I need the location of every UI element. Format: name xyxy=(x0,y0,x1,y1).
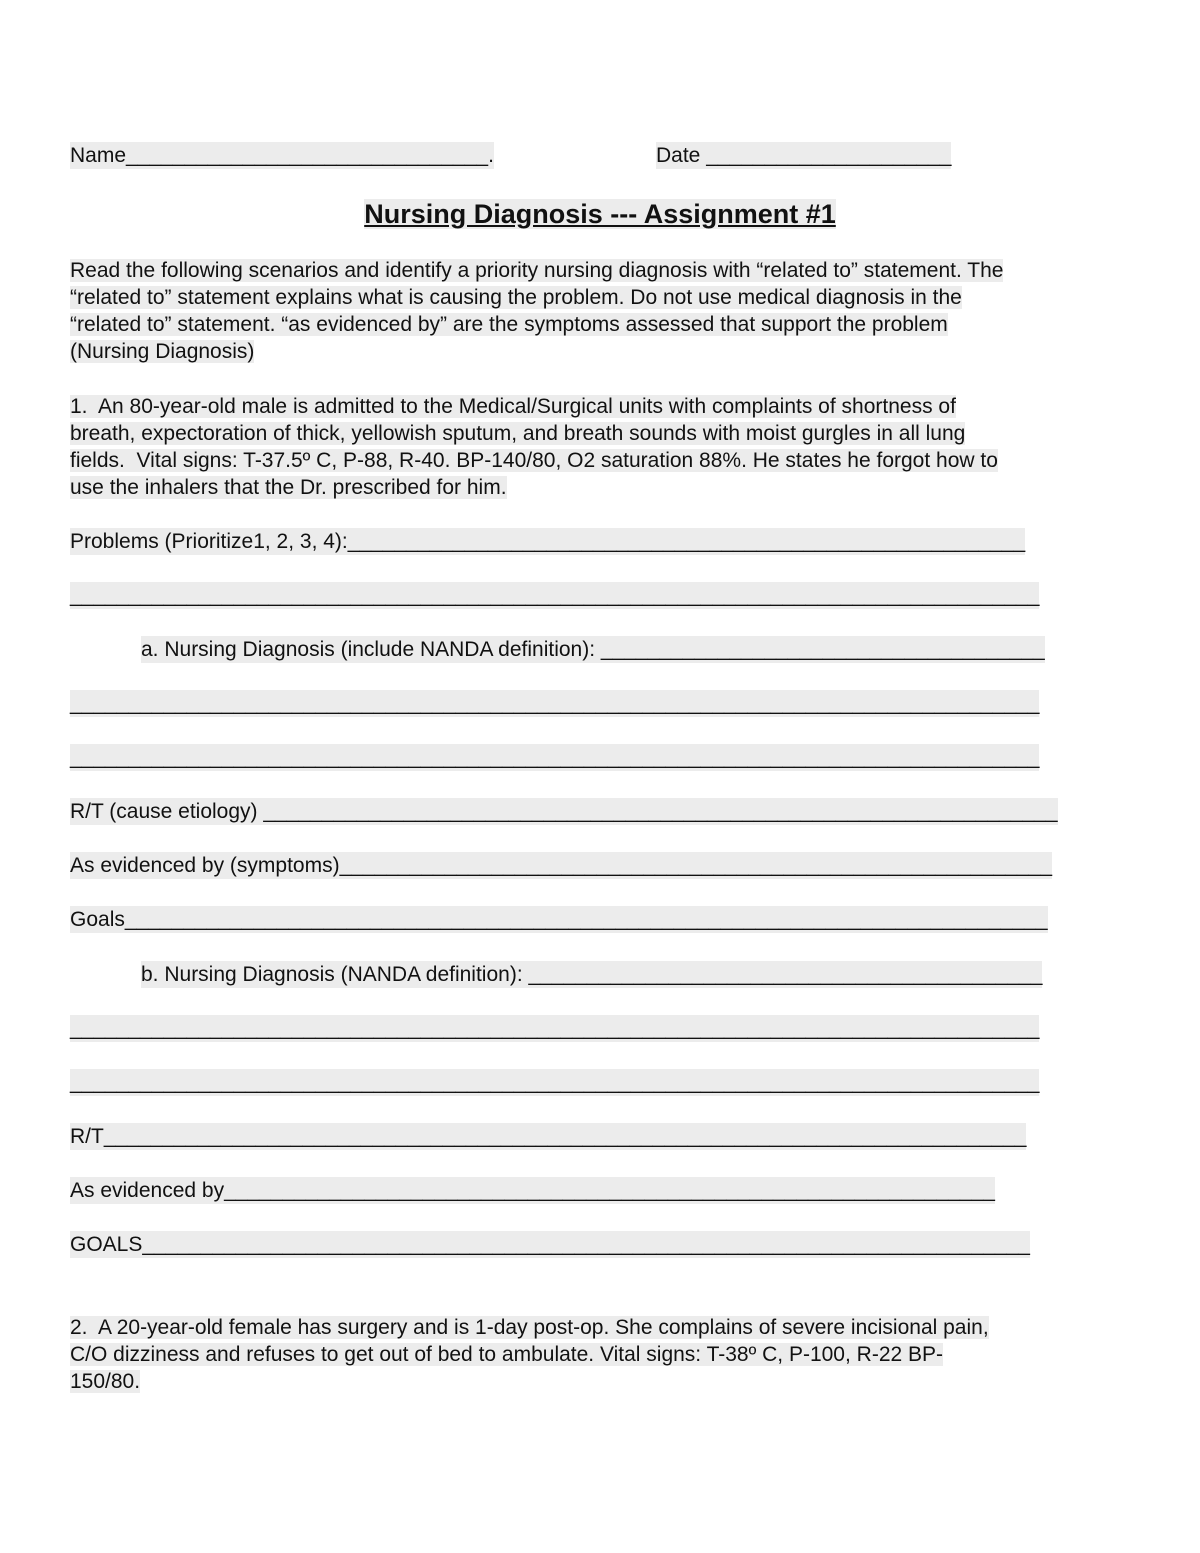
rt-cause-field[interactable]: R/T (cause etiology) ____________________________________________________________________ xyxy=(70,800,1058,823)
evidenced-by-field[interactable]: As evidenced by__________________________________________________________________ xyxy=(70,1179,995,1202)
date-field[interactable] xyxy=(656,142,951,169)
blank-line[interactable]: ___________________________________________________________________________________ xyxy=(70,1071,1040,1094)
blank-line[interactable]: ___________________________________________________________________________________ xyxy=(70,1017,1040,1040)
scenario-line: breath, expectoration of thick, yellowish sputum, and breath sounds with moist gurgles in all lung xyxy=(70,422,966,445)
blank-line[interactable]: ___________________________________________________________________________________ xyxy=(70,584,1040,607)
name-field[interactable] xyxy=(70,142,494,169)
evidenced-by-symptoms-field[interactable]: As evidenced by (symptoms)_____________________________________________________________ xyxy=(70,854,1053,877)
scenario-line: 150/80. xyxy=(70,1370,141,1393)
nursing-diagnosis-b-field[interactable]: b. Nursing Diagnosis (NANDA definition): ____________________________________________ xyxy=(141,963,1043,986)
date-label: Date _____________________ xyxy=(656,144,952,167)
name-label: Name_______________________________. xyxy=(70,144,494,167)
instruction-line: Read the following scenarios and identify a priority nursing diagnosis with “related to” statement. The xyxy=(70,259,1004,282)
instruction-line: “related to” statement. “as evidenced by” are the symptoms assessed that support the problem xyxy=(70,313,948,336)
scenario-2 xyxy=(70,1314,1130,1395)
blank-line[interactable]: ___________________________________________________________________________________ xyxy=(70,746,1040,769)
scenario-1 xyxy=(70,393,1130,501)
goals-field[interactable]: Goals_______________________________________________________________________________ xyxy=(70,908,1048,931)
goals-upper-field[interactable]: GOALS____________________________________________________________________________ xyxy=(70,1233,1030,1256)
instruction-line: “related to” statement explains what is causing the problem. Do not use medical diagnosis in the xyxy=(70,286,962,309)
scenario-line: C/O dizziness and refuses to get out of bed to ambulate. Vital signs: T-38º C, P-100, R-22 BP- xyxy=(70,1343,944,1366)
page-title: Nursing Diagnosis --- Assignment #1 xyxy=(364,199,836,229)
blank-line[interactable]: ___________________________________________________________________________________ xyxy=(70,692,1040,715)
instructions-paragraph xyxy=(70,257,1130,365)
nursing-diagnosis-a-field[interactable]: a. Nursing Diagnosis (include NANDA definition): ______________________________________ xyxy=(141,638,1045,661)
instruction-line: (Nursing Diagnosis) xyxy=(70,340,255,363)
problems-field[interactable]: Problems (Prioritize1, 2, 3, 4):__________________________________________________________ xyxy=(70,530,1026,553)
scenario-line: fields. Vital signs: T-37.5º C, P-88, R-40. BP-140/80, O2 saturation 88%. He states he forgot how to xyxy=(70,449,998,472)
rt-field[interactable]: R/T_______________________________________________________________________________ xyxy=(70,1125,1027,1148)
scenario-line: 1. An 80-year-old male is admitted to the Medical/Surgical units with complaints of shortness of xyxy=(70,395,956,418)
scenario-line: use the inhalers that the Dr. prescribed for him. xyxy=(70,476,507,499)
scenario-line: 2. A 20-year-old female has surgery and is 1-day post-op. She complains of severe incisional pain, xyxy=(70,1316,989,1339)
